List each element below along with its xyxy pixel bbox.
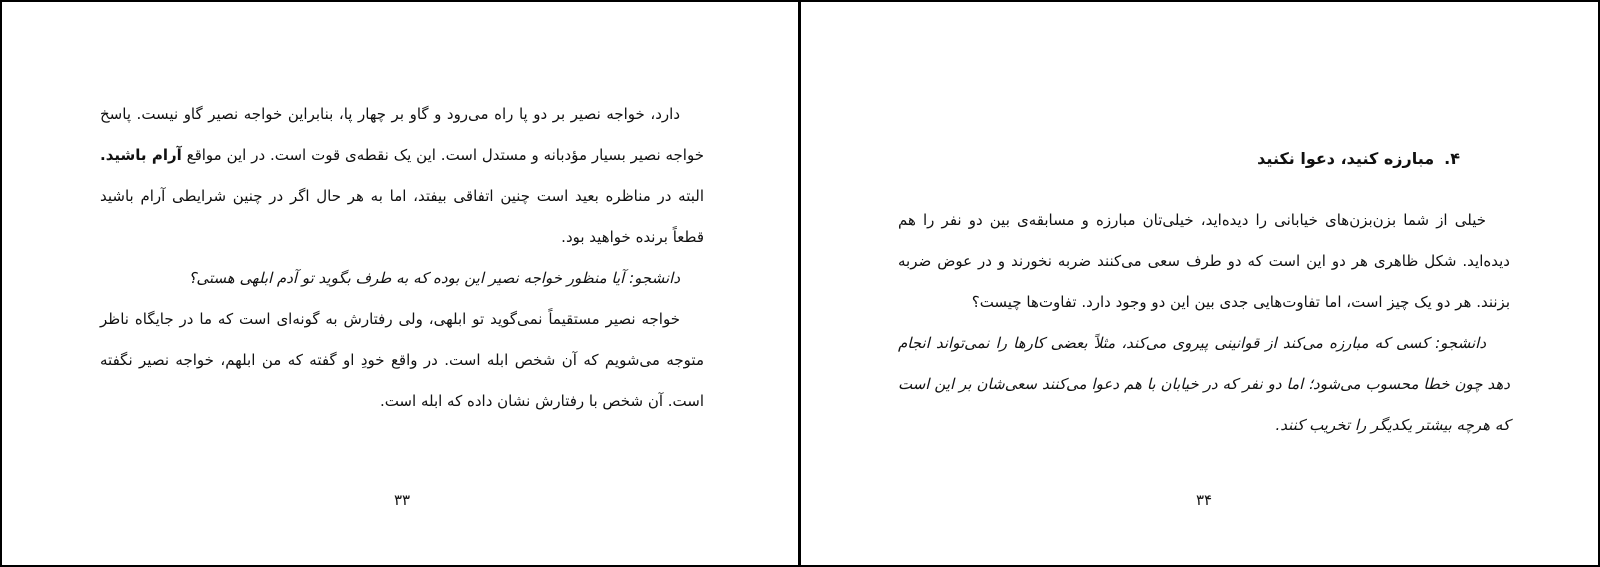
section-heading: [1257, 145, 1460, 173]
page-number: ۳۴: [1195, 491, 1213, 509]
section-number: ۴.: [1444, 149, 1460, 168]
page-number: ۳۳: [393, 491, 411, 509]
paragraph: خواجه نصیر مستقیماً نمی‌گوید تو ابلهی، ولی رفتارش به گونه‌ای است که ما در جایگاه ناظر متوجه می‌شویم که آن شخص ابله است. در واقع خودِ او گفته که من ابلهم، خواجه نصیر نگفته است. آن شخص با رفتارش نشان داده که ابله است.: [100, 310, 704, 410]
section-title: مبارزه کنید، دعوا نکنید: [1257, 149, 1435, 168]
dialog-paragraph: دانشجو: کسی که مبارزه می‌کند از قوانینی پیروی می‌کند، مثلاً بعضی کارها را نمی‌تواند انجام دهد چون خطا محسوب می‌شود؛ اما دو نفر که در خیابان با هم دعوا می‌کنند سعی‌شان بر این است که هرچه بیشتر یکدیگر را تخریب کنند.: [898, 334, 1510, 434]
right-page: [804, 2, 1598, 565]
paragraph-text: البته در مناظره بعید است چنین اتفاقی بیفتد، اما به هر حال اگر در چنین شرایطی آرام باشید قطعاً برنده خواهید بود.: [100, 187, 704, 246]
emphasis-text: آرام باشید.: [100, 146, 182, 164]
paragraph: خیلی از شما بزن‌بزن‌های خیابانی را دیده‌اید، خیلی‌تان مبارزه و مسابقه‌ی بین دو نفر را هم دیده‌اید. شکل ظاهری هر دو این است که دو طرف سعی می‌کنند ضربه نخورند و در عوض ضربه بزنند. هر دو یک چیز است، اما تفاوت‌هایی جدی بین این دو وجود دارد. تفاوت‌ها چیست؟: [898, 211, 1510, 311]
right-page-text: [898, 200, 1510, 446]
paragraph-text: دارد، خواجه نصیر بر دو پا راه می‌رود و گاو بر چهار پا، بنابراین خواجه نصیر گاو نیست. پاسخ خواجه نصیر بسیار مؤدبانه و مستدل است. این یک نقطه‌ی قوت است. در این مواقع: [100, 105, 704, 164]
dialog-paragraph: دانشجو: آیا منظور خواجه نصیر این بوده که به طرف بگوید تو آدم ابلهی هستی؟: [188, 269, 680, 287]
left-page: [2, 2, 801, 565]
left-page-text: [100, 94, 704, 422]
paragraph: [100, 94, 704, 258]
